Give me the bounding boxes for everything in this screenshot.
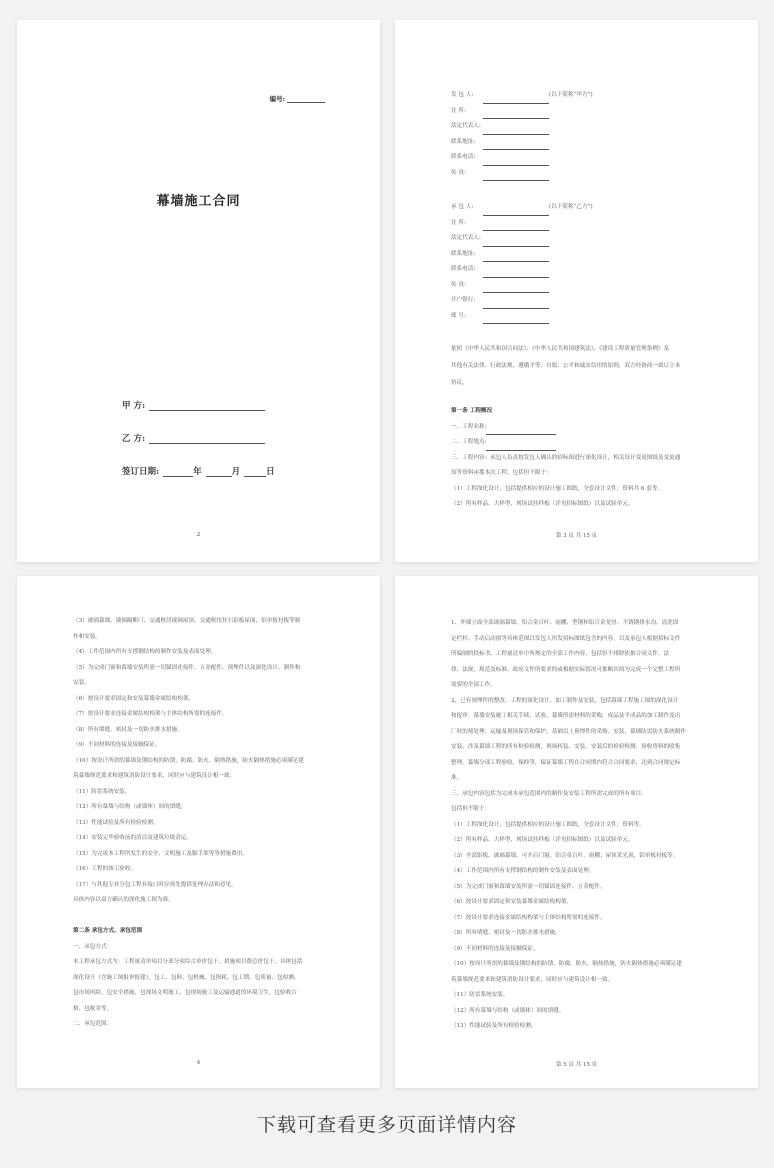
article-1-text: （2）所有样品、大样型、现场试挂样板（详见招标图纸）以及试验单元。: [451, 501, 634, 507]
party-field-label: 承 包 人:: [451, 204, 474, 210]
sign-date-label: 签订日期:: [122, 467, 160, 477]
body-line: 安装、涉及幕墙工程的所有检验检测，现场转装、安装、安装后的检验检测、验收资料的收集: [451, 744, 681, 750]
body-line: 整理、幕墙分部工程验收、保修等，保证幕墙工程在合同期内符合合同要求，达到合同规定标: [451, 759, 681, 766]
party-field-row: [451, 231, 593, 247]
body-line: （4）工作范围内所有支撑钢结构的制作安装及表面处理。: [451, 868, 595, 874]
body-line: 三、承包内容包括为完成本承包范围内的制作及安装工程所需完成的所有项目。: [451, 790, 647, 797]
month-label: 月: [231, 467, 241, 477]
party-field-blank: [483, 143, 549, 150]
article-1-blank: [486, 444, 556, 451]
body-line: （7）按设计要求连接金属结构构架与主体结构所需的连接件。: [73, 711, 228, 717]
body-line: （9）不同材料的连接及接触保证。: [451, 945, 539, 952]
party-b-blank: [149, 434, 265, 444]
party-a-row: [122, 399, 265, 411]
body-line: （6）按设计要求固定和安装幕墙金属结构构架。: [451, 899, 573, 905]
party-field-suffix: (以下简称“甲方”): [549, 92, 593, 98]
article-1-text: 二、工程地点:: [451, 439, 487, 445]
party-field-blank: [483, 174, 549, 181]
party-field-row: [451, 278, 593, 294]
party-field-row: [451, 247, 593, 263]
party-field-blank: [483, 286, 549, 293]
body-line: （10）按设计所需的幕墙及钢结构的防锈、防腐、防火、隔热措施，防火隔热措施必须满足建: [73, 757, 304, 764]
body-line: （11）防雷系统安装。: [73, 788, 131, 795]
body-line: （6）按设计要求固定和安装幕墙金属结构构架。: [73, 695, 195, 702]
article-1-text: 知等资料承揽本次工程，包括但不限于：: [451, 470, 552, 476]
party-field-label: 联系电话:: [451, 154, 476, 160]
body-line: 一、承包方式：: [73, 943, 113, 950]
party-field-blank: [483, 209, 549, 216]
preamble-line: 其他有关法律、行政法规，遵循平等、自愿、公平和诚实信用的原则，双方经协商一致订立本: [451, 363, 681, 369]
article-1-text: （1）工程深化设计，包括提供相应的设计施工图纸，全套设计文件，资料共 6 套等。: [451, 485, 664, 492]
contract-number: [270, 94, 325, 103]
body-line: 厂时的预处理、运输及现场保管和保护，基础以上预埋件的采购、安装，幕墙防雷防火系统制作: [451, 728, 686, 735]
day-blank: [244, 467, 266, 477]
year-label: 年: [193, 467, 202, 477]
party-field-blank: [483, 317, 549, 324]
party-field-row: [451, 88, 593, 104]
party-field-blank: [483, 159, 549, 166]
body-line: （10）按设计所需的幕墙及钢结构的防锈、防腐、防火、隔热措施，防火隔热措施必须满足建: [451, 961, 682, 967]
party-b-label: 乙 方:: [122, 434, 146, 444]
party-field-label: 住 所:: [451, 219, 466, 226]
party-field-label: 账 号:: [451, 312, 466, 319]
party-field-row: [451, 166, 593, 182]
party-field-label: 法定代表人:: [451, 235, 481, 241]
article-2-title: 第二条 承包方式、承包范围: [73, 928, 143, 934]
body-line: 包括但不限于：: [451, 806, 491, 812]
body-line: 所编制的投标书、工程量清单中所规定的全部工作内容，包括但不排除依据合同文件、法: [451, 651, 670, 657]
party-field-label: 开户银行:: [451, 297, 476, 303]
contract-number-blank: [287, 96, 325, 103]
body-line: 安装。: [73, 680, 90, 686]
party-field-label: 传 真:: [451, 169, 466, 176]
preamble: [451, 341, 680, 392]
body-line: （8）所有堵缝、密封及一切防水排水措施。: [73, 726, 183, 733]
body-line: 筑幕墙规范要求和建筑消防设计要求，同时应与建筑设计相一致。: [73, 773, 236, 779]
party-field-blank: [483, 240, 549, 247]
body-line: 二、承包范围：: [73, 1021, 113, 1027]
party-field-label: 发 包 人:: [451, 92, 474, 98]
article-1-line: [451, 435, 680, 451]
body-line: 筑幕墙规范要求和建筑消防设计要求，同时应与建筑设计相一致。: [451, 976, 614, 983]
body-line: （12）所有幕墙与结构（或墙体）间的填缝。: [73, 804, 187, 810]
day-label: 日: [266, 467, 275, 477]
party-field-row: [451, 104, 593, 120]
page-number: 第 5 页 共 15 页: [555, 1062, 598, 1068]
cover-page: [17, 20, 380, 562]
year-blank: [163, 467, 193, 477]
party-field-row: [451, 150, 593, 166]
preamble-line: 依照《中华人民共和国合同法》、《中华人民共和国建筑法》、《建设工程质量管理条例》及: [451, 346, 670, 352]
body-line: （3）全部铝板、玻璃幕墙，可开启门窗，铝合金百叶，雨棚；屋顶采光顶、铝单板衬板等。: [451, 852, 679, 859]
party-field-label: 联系电话:: [451, 266, 476, 272]
body-line: （4）工作范围内所有支撑钢结构的制作安装及表面处理。: [73, 649, 217, 655]
preamble-line: 协议。: [451, 380, 468, 386]
article-1-text: 三、工程内容：承包人负责按发包人确认的招标图进行深化设计，相关设计变更图纸及变更通: [451, 454, 681, 461]
body-line: （17）与其他专业分包工程有接口时应预先提供处理办法和意见。: [73, 881, 237, 888]
body-line: 包市场风险、包安全措施、包现场文明施工、包现场施工及运输通道的环境卫生、包验收合: [73, 990, 297, 996]
article-1-line: [451, 497, 680, 513]
sign-date-row: [122, 465, 275, 477]
party-field-row: [451, 216, 593, 232]
month-blank: [206, 467, 232, 477]
article-1-line: [451, 482, 680, 498]
party-field-label: 联系地址:: [451, 250, 476, 257]
party-field-row: [451, 200, 593, 216]
body-line: （12）所有幕墙与结构（或墙体）间的填缝。: [451, 1007, 565, 1014]
body-line: （1）工程深化设计，包括提供相应的设计施工图纸，全套设计文件，资料等。: [451, 821, 645, 828]
party-b-info: [451, 200, 593, 324]
party-field-label: 传 真:: [451, 281, 466, 288]
party-field-row: [451, 262, 593, 278]
party-field-label: 联系地址:: [451, 138, 476, 145]
party-field-row: [451, 135, 593, 151]
body-line: 本工程承包方式为：工程量清单项目分部分项综合单价包干、措施项目费总价包干，具体包括: [73, 959, 303, 965]
contract-page-4: [17, 576, 380, 1088]
body-line: （13）性能试验及所有检验检测。: [73, 819, 159, 826]
page-body: [73, 614, 333, 1033]
page-number: 第 3 页 共 15 页: [555, 533, 598, 539]
body-line: 格、包税金等。: [73, 1005, 113, 1012]
page-number: 4: [196, 1060, 201, 1066]
body-line: （11）防雷系统安装。: [451, 992, 509, 998]
contract-page-5: [395, 576, 758, 1088]
party-a-info: [451, 88, 593, 181]
body-line: 准。: [451, 775, 463, 781]
party-a-label: 甲 方:: [122, 401, 146, 411]
party-b-row: [122, 432, 265, 444]
article-1-line: [451, 420, 680, 436]
body-line: 律、法规、规范及标准、政府文件所要求的或根据实际情况可推断出的为完成一个完整工程所: [451, 666, 681, 673]
body-line: 定栏杆、手动启动窗等具体范围以发包人所发招标图纸包含的内容，以及承包人根据招标文件: [451, 635, 681, 642]
party-field-blank: [483, 255, 549, 262]
party-field-blank: [483, 302, 549, 309]
body-line: 和报审、幕墙安装施工相关手续、试验、幕墙所需材料的采购，成品及半成品的加工制作及出: [451, 713, 681, 719]
party-field-label: 住 所:: [451, 107, 466, 114]
body-line: （8）所有堵缝、密封及一切防水排水措施。: [451, 930, 561, 936]
body-line: （9）不同材料的连接及接触保证。: [73, 742, 161, 748]
contract-page-3: [395, 20, 758, 562]
body-line: （3）玻璃幕墙、玻璃隔断门、交通枢纽玻璃屋顶、交通枢纽挂石铝板屋面、铝单板衬板等制: [73, 618, 301, 624]
body-line: （7）按设计要求连接金属结构构架与主体结构所需的连接件。: [451, 914, 606, 921]
party-field-blank: [483, 97, 549, 104]
article-1-title: 第一条 工程概况: [451, 408, 493, 414]
article-1-text: 一、工程名称:: [451, 423, 487, 430]
body-line: （13）性能试验及所有检验检测。: [451, 1023, 537, 1029]
body-line: 深化设计（含施工图报审报建）、包工、包料、包机械、包损耗、包工期、包质量、包检测、: [73, 974, 300, 981]
party-field-row: [451, 309, 593, 325]
body-line: 2、已有预埋件的整改、工程的深化设计、加工制作及安装，包括幕墙工程施工图的深化设计: [451, 697, 679, 704]
party-field-blank: [483, 224, 549, 231]
page-number: 2: [196, 532, 201, 538]
body-line: （5）为完成门窗和幕墙安装所需一切锚固连接件、五金配件。: [451, 883, 606, 890]
party-a-blank: [149, 401, 265, 411]
body-line: 需要的全部工作。: [451, 682, 496, 688]
party-field-blank: [483, 271, 549, 278]
body-line: 作和安装。: [73, 633, 101, 640]
body-line: （15）为完成本工程所发生的安全、文明施工及脚手架等等措施费用。: [73, 850, 248, 857]
body-line: （5）为完成门窗和幕墙安装所需一切锚固连接件、五金配件、预埋件以及深化设计、制作和: [73, 664, 301, 671]
party-field-blank: [483, 112, 549, 119]
article-1: [451, 404, 680, 513]
party-field-label: 法定代表人:: [451, 123, 481, 129]
party-field-row: [451, 293, 593, 309]
party-field-row: [451, 119, 593, 135]
body-line: （14）安装完毕验收前的清洁及建筑垃圾清运。: [73, 835, 192, 841]
contract-title: 幕墙施工合同: [156, 194, 241, 209]
download-caption: 下载可查看更多页面详情内容: [256, 1114, 517, 1136]
page-body: [451, 616, 716, 1035]
party-field-blank: [483, 128, 549, 135]
body-line: （16）工程的竣工验收。: [73, 866, 137, 872]
contract-number-label: 编号:: [269, 95, 285, 103]
party-field-suffix: (以下简称“乙方”): [549, 204, 593, 210]
body-line: [73, 909, 333, 925]
body-line: （2）所有样品、大样型、现场试挂样板（详见招标图纸）以及试验单元。: [451, 837, 634, 843]
article-1-line: [451, 466, 680, 482]
article-1-line: [451, 451, 680, 467]
body-line: 1、外墙立面全部玻璃幕墙、铝合金百叶、雨棚、型钢和铝合金龙骨、不锈钢排水沟、清洗固: [451, 620, 679, 626]
body-line: 具体内容以双方确认的深化施工图为准。: [73, 897, 174, 903]
article-1-blank: [486, 428, 556, 435]
